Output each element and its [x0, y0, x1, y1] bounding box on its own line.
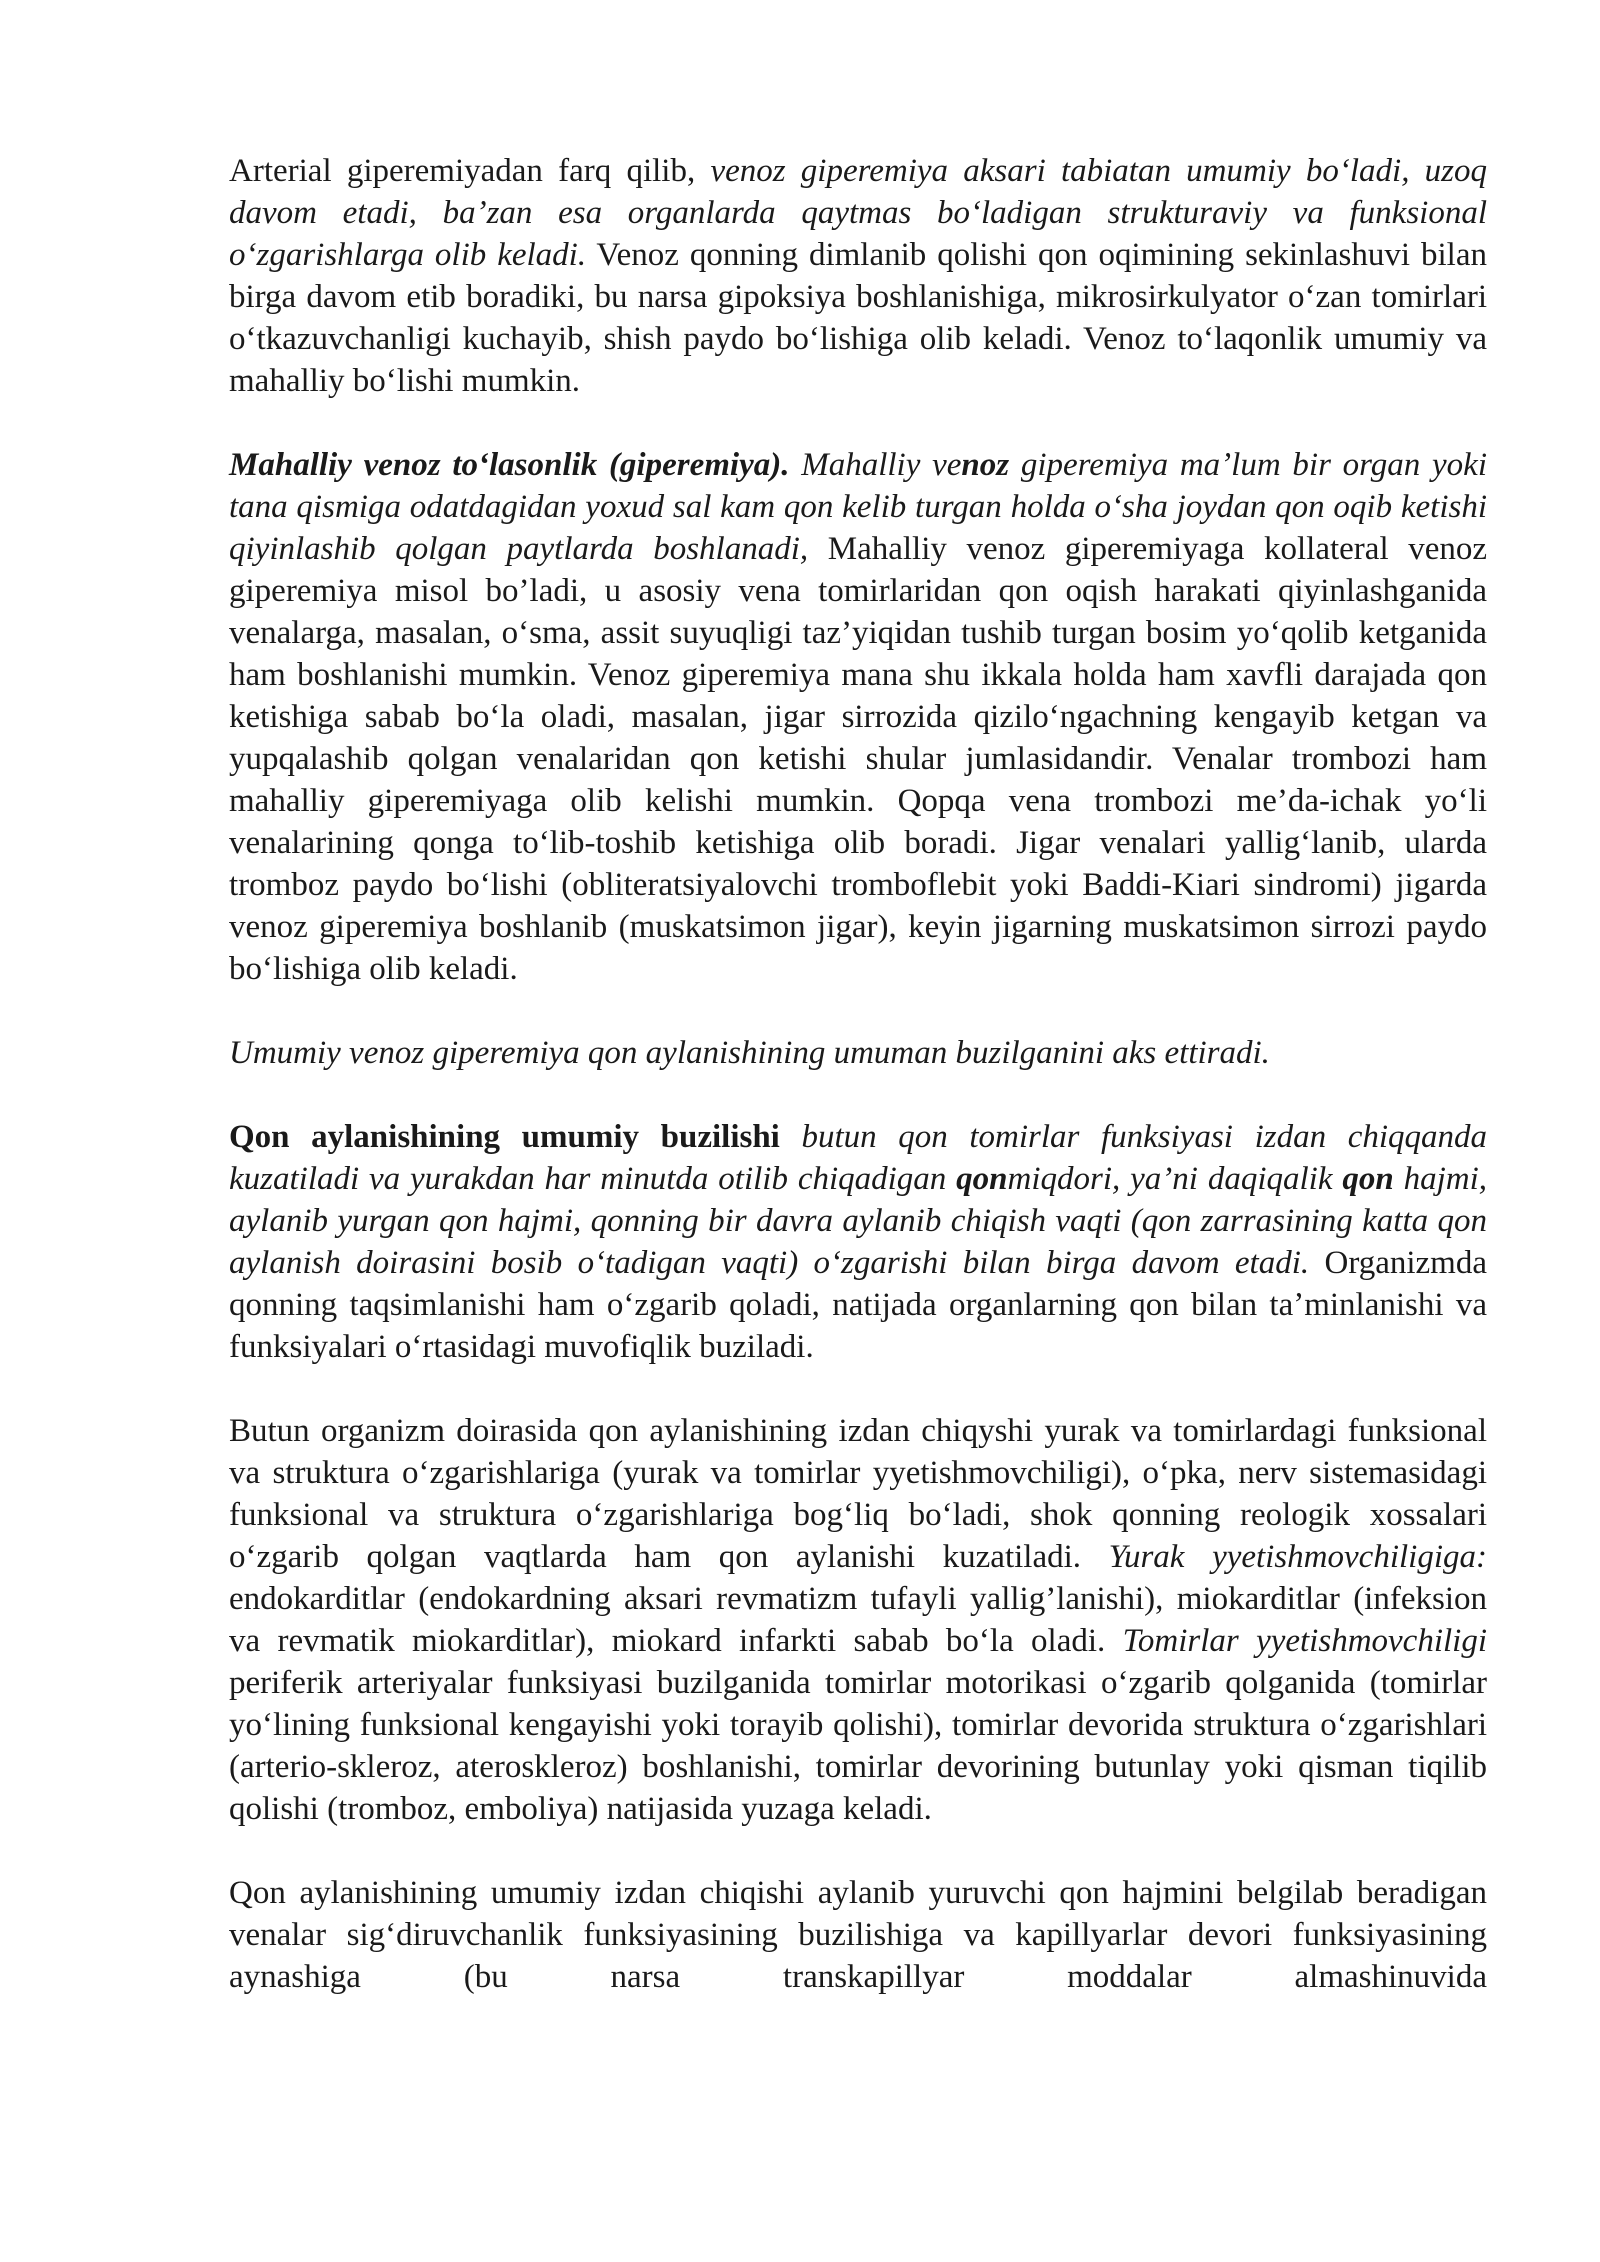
- paragraph-text: Butun organizm doirasida qon aylanishining izdan chiqyshi yurak va tomirlardagi funksional va struktura oʻzgarishlariga (yurak va tomirlar yyetishmovchiligi), oʻpka, nerv sistemasidagi funksional va struktura oʻzgarishlariga bogʻliq boʻladi, shok qonning reologik xossalari oʻzgarib qolgan vaqtlarda ham qon aylanishi kuzatiladi.: [229, 1413, 1487, 1575]
- paragraph-text: endokarditlar (endokardning aksari revmatizm tufayli yallig’lanishi), miokarditlar (infeksion va revmatik miokarditlar), miokard infarkti sabab boʻla oladi.: [229, 1581, 1487, 1659]
- italic-emphasis: Yurak yyetishmovchiligiga:: [1108, 1539, 1487, 1575]
- italic-emphasis: giperemiya maʼlum bir organ yoki tana qismiga odatdagidan yoxud sal kam qon kelib turgan holda oʻsha joydan qon oqib ketishi qiyinlashib qolgan paytlarda boshlanadi,: [229, 447, 1487, 567]
- italic-emphasis: butun qon tomirlar funksiyasi izdan chiqqanda kuzatiladi va yurakdan har minutda otilib chiqadigan: [229, 1119, 1488, 1197]
- document-page: [229, 150, 1487, 1998]
- paragraph-text: Organizmda qonning taqsimlanishi ham oʻzgarib qoladi, natijada organlarning qon bilan taʼminlanishi va funksiyalari oʻrtasidagi muvofiqlik buziladi.: [229, 1245, 1487, 1365]
- bold-emphasis: qon: [1342, 1161, 1394, 1197]
- italic-emphasis: miqdori, ya’ni daqiqalik: [1007, 1161, 1343, 1197]
- bold-emphasis: qon: [956, 1161, 1008, 1197]
- bold-emphasis: noz: [961, 447, 1010, 483]
- section-heading: Mahalliy venoz toʻlasonlik (giperemiya).: [229, 447, 790, 483]
- paragraph-text: Arterial giperemiyadan farq qilib,: [229, 153, 711, 189]
- paragraph-general-venous-hyperemia: [229, 1032, 1487, 1074]
- paragraph-venous-capacity: [229, 1872, 1487, 1998]
- section-heading: Qon aylanishining umumiy buzilishi: [229, 1119, 780, 1155]
- italic-emphasis: Tomirlar yyetishmovchiligi: [1122, 1623, 1487, 1659]
- italic-emphasis: Mahalliy ve: [789, 447, 962, 483]
- paragraph-arterial-venous: [229, 150, 1487, 402]
- italic-emphasis: venoz giperemiya aksari tabiatan umumiy boʻladi, uzoq davom etadi, baʼzan esa organlarda qaytmas boʻladigan strukturaviy va funksional oʻzgarishlarga olib keladi.: [229, 153, 1487, 273]
- paragraph-local-venous-hyperemia: [229, 444, 1487, 990]
- paragraph-text: periferik arteriyalar funksiyasi buzilganida tomirlar motorikasi oʻzgarib qolganida (tomirlar yoʻlining funksional kengayishi yoki torayib qolishi), tomirlar devorida struktura oʻzgarishlari (arterio-skleroz, ateroskleroz) boshlanishi, tomirlar devorining butunlay yoki qisman tiqilib qolishi (tromboz, emboliya) natijasida yuzaga keladi.: [229, 1665, 1487, 1827]
- paragraph-text: Mahalliy venoz giperemiyaga kollateral venoz giperemiya misol bo’ladi, u asosiy vena tomirlaridan qon oqish harakati qiyinlashganida venalarga, masalan, oʻsma, assit suyuqligi taz’yiqidan tushib turgan bosim yoʻqolib ketganida ham boshlanishi mumkin. Venoz giperemiya mana shu ikkala holda ham xavfli darajada qon ketishiga sabab boʻla oladi, masalan, jigar sirrozida qiziloʻngachning kengayib ketgan va yupqalashib qolgan venalaridan qon ketishi shular jumlasidandir. Venalar trombozi ham mahalliy giperemiyaga olib kelishi mumkin. Qopqa vena trombozi me’da-ichak yoʻli venalarining qonga toʻlib-toshib ketishiga olib boradi. Jigar venalari yalligʻlanib, ularda tromboz paydo boʻlishi (obliteratsiyalovchi tromboflebit yoki Baddi-Kiari sindromi) jigarda venoz giperemiya boshlanib (muskatsimon jigar), keyin jigarning muskatsimon sirrozi paydo boʻlishiga olib keladi.: [229, 531, 1487, 987]
- italic-emphasis: hajmi, aylanib yurgan qon hajmi, qonning bir davra aylanib chiqish vaqti (qon zarrasining katta qon aylanish doirasini bosib oʻtadigan vaqti) oʻzgarishi bilan birga davom etadi.: [229, 1161, 1488, 1281]
- paragraph-text: Qon aylanishining umumiy izdan chiqishi aylanib yuruvchi qon hajmini belgilab beradigan venalar sigʻdiruvchanlik funksiyasining buzilishiga va kapillyarlar devori funksiyasining aynashiga (bu narsa transkapillyar moddalar almashinuvida: [229, 1875, 1487, 1995]
- italic-emphasis: Umumiy venoz giperemiya qon aylanishining umuman buzilganini aks ettiradi.: [229, 1035, 1270, 1071]
- paragraph-general-circulation-disorder: [229, 1116, 1487, 1368]
- paragraph-organism-circulation: [229, 1410, 1487, 1830]
- paragraph-text: Venoz qonning dimlanib qolishi qon oqimining sekinlashuvi bilan birga davom etib boradiki, bu narsa gipoksiya boshlanishiga, mikrosirkulyator oʻzan tomirlari oʻtkazuvchanligi kuchayib, shish paydo boʻlishiga olib keladi. Venoz toʻlaqonlik umumiy va mahalliy boʻlishi mumkin.: [229, 237, 1487, 399]
